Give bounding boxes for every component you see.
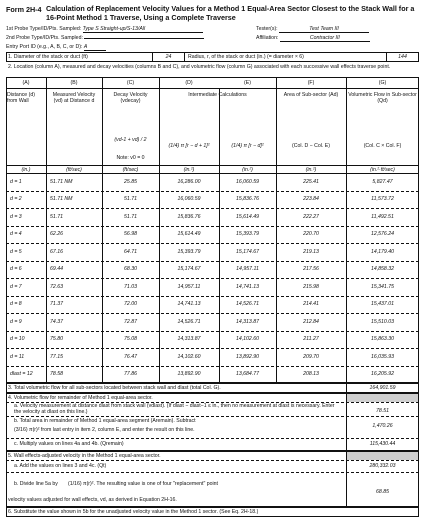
col-c-formula: (vd-1 + vd) / 2 [114, 137, 147, 143]
probe1-row [6, 26, 203, 33]
cell-c[interactable]: 64.71 [124, 248, 137, 255]
unit-g: (in.²·ft/sec) [370, 167, 395, 173]
cell-b[interactable]: 51.71 [50, 213, 63, 220]
cell-b[interactable]: 74.37 [50, 318, 63, 325]
form-number: Form 2H-4 [6, 5, 42, 14]
probe2-label: 2nd Probe Type/ID/Pts. Sampled: [6, 35, 83, 41]
affiliation-row [256, 35, 370, 42]
cell-a: d = 7 [10, 283, 22, 290]
cell-b[interactable]: 72.63 [50, 283, 63, 290]
unit-a: (in.) [21, 167, 31, 173]
radius-value[interactable]: 144 [398, 54, 407, 60]
tester-field[interactable]: Test Team III [279, 26, 369, 33]
col-de-header: Intermediate Calculations [188, 92, 247, 98]
col-b-header: Measured Velocity (vd) at Distance d [52, 92, 96, 104]
cell-d[interactable]: 14,741.13 [177, 301, 201, 308]
col-letter-b: (B) [70, 80, 78, 86]
cell-d[interactable]: 14,957.11 [177, 283, 201, 290]
cell-g[interactable]: 14,858.32 [370, 266, 395, 273]
line5-dash-2 [6, 472, 419, 473]
cell-b[interactable]: 51.71 NM [50, 196, 73, 203]
cell-g[interactable]: 15,341.75 [370, 283, 395, 290]
cell-f[interactable]: 223.84 [303, 196, 319, 203]
col-c-note: Note: v0 = 0 [116, 155, 145, 161]
cell-e[interactable]: 14,741.13 [235, 283, 260, 290]
cell-f[interactable]: 222.27 [303, 213, 319, 220]
cell-c[interactable]: 51.71 [124, 196, 137, 203]
line6-label: 6. Substitute the value shown in 5b for the unadjusted velocity value in the Method 1 sector. (See Eq. 2H-18.) [8, 509, 259, 515]
col-c-header: Decay Velocity (vdecay) [113, 92, 148, 104]
probe2-row [6, 35, 204, 41]
cell-e[interactable]: 14,526.71 [235, 301, 260, 308]
table-row [6, 243, 419, 261]
unit-f: (in.²) [305, 167, 317, 173]
col-letter-a: (A) [22, 80, 30, 86]
cell-e[interactable]: 13,684.77 [235, 371, 260, 378]
line4c-label: c. Multiply values on lines 4a and 4b. (Qremain) [14, 441, 124, 447]
table-row [6, 366, 419, 384]
unit-c: (ft/sec) [122, 167, 139, 173]
col-letter-g: (G) [378, 80, 387, 86]
affiliation-field[interactable]: Contractor III [280, 35, 370, 42]
cell-e[interactable]: 13,892.90 [235, 353, 260, 360]
line5b-formula: (1/16) π(r)². The resulting value is one of four "replacement" point [68, 481, 218, 487]
cell-e[interactable]: 15,174.67 [235, 248, 260, 255]
col-f-formula: (Col. D − Col. E) [292, 143, 330, 149]
entry-port-field[interactable]: A [84, 44, 106, 51]
cell-a: d = 10 [10, 336, 25, 343]
cell-g[interactable]: 16,205.92 [370, 371, 395, 378]
cell-d[interactable]: 15,614.49 [177, 231, 201, 238]
cell-f[interactable]: 211.27 [303, 336, 319, 343]
affiliation-label: Affiliation: [256, 35, 279, 41]
cell-c[interactable]: 72.87 [124, 318, 137, 325]
cell-g[interactable]: 15,510.03 [370, 318, 395, 325]
cell-g[interactable]: 5,827.47 [372, 178, 393, 185]
cell-a: d = 5 [10, 248, 22, 255]
cell-c[interactable]: 56.98 [124, 231, 137, 238]
cell-f[interactable]: 212.84 [303, 318, 319, 325]
line5b-value[interactable]: 68.85 [376, 489, 389, 495]
cell-e[interactable]: 15,614.49 [235, 213, 260, 220]
cell-a: d = 3 [10, 213, 22, 220]
cell-f[interactable]: 217.56 [303, 266, 319, 273]
cell-d[interactable]: 16,060.59 [177, 196, 201, 203]
line3-value[interactable]: 164,901.59 [369, 385, 396, 391]
col-letter-c: (C) [126, 80, 135, 86]
cell-f[interactable]: 209.70 [303, 353, 319, 360]
cell-g[interactable]: 11,573.72 [371, 196, 394, 203]
cell-a: dlast = 12 [10, 371, 33, 378]
tester-label: Tester(s): [256, 26, 278, 32]
line4c-value[interactable]: 115,430.44 [369, 441, 396, 447]
probe1-label: 1st Probe Type/ID/Pts. Sampled: [6, 26, 82, 32]
line5-dash-1 [6, 460, 419, 461]
col-a-header: Distance (d) from Wall [7, 92, 35, 104]
cell-b[interactable]: 69.44 [50, 266, 63, 273]
table-row [6, 296, 419, 314]
line3-label: 3. Total volumetric flow for all sub-sectors located between stack wall and dlast (total Col. G). [8, 385, 221, 391]
cell-g[interactable]: 14,179.40 [370, 248, 395, 255]
table-row [6, 261, 419, 279]
cell-c[interactable]: 77.86 [124, 371, 137, 378]
cell-e[interactable]: 14,102.60 [235, 336, 260, 343]
cell-g[interactable]: 15,437.01 [370, 301, 395, 308]
cell-b[interactable]: 71.37 [50, 301, 63, 308]
table-row [6, 348, 419, 366]
cell-c[interactable]: 75.08 [124, 336, 137, 343]
col-f-header: Area of Sub-sector (Ad) [283, 92, 339, 98]
cell-a: d = 6 [10, 266, 22, 273]
units-top-divider [6, 165, 419, 166]
table-row [6, 208, 419, 226]
table-row [6, 331, 419, 349]
col-letter-d: (D) [185, 80, 193, 86]
line5b-label: b. Divide line 5a by [14, 481, 58, 487]
line4-shade [347, 394, 418, 402]
cell-c[interactable]: 68.30 [124, 266, 137, 273]
cell-b[interactable]: 67.16 [50, 248, 63, 255]
cell-d[interactable]: 14,313.87 [177, 336, 201, 343]
cell-f[interactable]: 219.13 [303, 248, 319, 255]
cell-a: d = 9 [10, 318, 22, 325]
unit-d: (in.²) [183, 167, 195, 173]
cell-a: d = 11 [10, 353, 25, 360]
cell-b[interactable]: 77.15 [50, 353, 63, 360]
cell-d[interactable]: 15,174.67 [177, 266, 201, 273]
cell-d[interactable]: 14,102.60 [177, 353, 201, 360]
cell-f[interactable]: 208.13 [303, 371, 319, 378]
form-title: Calculation of Replacement Velocity Values for a Method 1 Equal-Area Sector Closest to the Stack Wall for a 16-Point Method 1 Traverse, Using a Complete Traverse [46, 4, 415, 22]
cell-c[interactable]: 25.85 [124, 178, 137, 185]
cell-d[interactable]: 16,286.00 [177, 178, 201, 185]
table-row [6, 278, 419, 296]
line2-label: 2. Location (column A), measured and decay velocities (columns B and C), and volumetric flow (column G) associated with each successive wall effects traverse point. [8, 64, 391, 70]
cell-d[interactable]: 14,526.71 [177, 318, 201, 325]
probe1-field[interactable]: Type S Straight-up/S-13/All [83, 26, 203, 33]
col-g-header: Volumetric Flow in Sub-sector (Qd) [348, 92, 417, 104]
cell-f[interactable]: 220.70 [303, 231, 319, 238]
line4a-value[interactable]: 78.51 [376, 408, 389, 414]
cell-d[interactable]: 15,393.79 [177, 248, 201, 255]
cell-f[interactable]: 225.41 [303, 178, 319, 185]
cell-g[interactable]: 16,035.93 [370, 353, 395, 360]
cell-a: d = 4 [10, 231, 22, 238]
cell-b[interactable]: 51.71 NM [50, 178, 73, 185]
table-row [6, 313, 419, 331]
line4a-label: a. Velocity measurement at distance dlast from stack wall (vdlast). (If dlast − dlast−1 ≤ in., then no measurement at dlast is necessary. Enter the velocity at dlast on this line.) [14, 403, 335, 416]
line5a-value[interactable]: 280,332.03 [369, 463, 396, 469]
cell-g[interactable]: 11,492.51 [371, 213, 394, 220]
col-letter-e: (E) [244, 80, 251, 86]
line4-dash-3 [6, 438, 419, 439]
line4b-formula: (3/16) π(r)² from last entry in item 2, column E, and enter the result on this line. [14, 427, 195, 433]
cell-b[interactable]: 78.58 [50, 371, 63, 378]
line5b-cont: velocity values adjusted for wall effects, vd, as derived in Equation 2H-16. [8, 497, 177, 503]
line4-label: 4. Volumetric flow for remainder of Method 1 equal-area sector. [8, 395, 153, 401]
cell-f[interactable]: 214.41 [303, 301, 319, 308]
cell-e[interactable]: 16,060.59 [235, 178, 260, 185]
diameter-value[interactable]: 24 [165, 54, 172, 60]
cell-e[interactable]: 15,393.79 [235, 231, 260, 238]
cell-b[interactable]: 62.26 [50, 231, 63, 238]
table-row [6, 173, 419, 191]
col-letter-f: (F) [307, 80, 315, 86]
table-row [6, 191, 419, 209]
tester-row [256, 26, 369, 33]
line5a-label: a. Add the values on lines 3 and 4c. (Qt) [14, 463, 107, 469]
line4b-value[interactable]: 1,470.26 [372, 423, 393, 429]
cell-c[interactable]: 72.00 [124, 301, 137, 308]
cell-g[interactable]: 12,576.24 [370, 231, 395, 238]
line5-label: 5. Wall effects-adjusted velocity in the Method 1 equal-area sector. [8, 453, 161, 459]
col-g-formula: (Col. C × Col. F) [363, 143, 402, 149]
cell-c[interactable]: 71.03 [124, 283, 137, 290]
unit-b: (ft/sec) [66, 167, 82, 173]
traverse-rows [6, 173, 419, 383]
cell-e[interactable]: 14,957.11 [236, 266, 259, 273]
cell-b[interactable]: 75.80 [50, 336, 63, 343]
letters-divider [6, 88, 419, 89]
cell-d[interactable]: 13,892.90 [177, 371, 201, 378]
probe2-field[interactable] [84, 38, 204, 39]
col-e-formula: (1/4) π [r − d]² [231, 143, 264, 149]
cell-a: d = 1 [10, 178, 22, 185]
line4-dash-2 [6, 416, 419, 417]
entry-port-row [6, 44, 106, 51]
cell-f[interactable]: 215.98 [303, 283, 319, 290]
form-page [6, 5, 419, 517]
cell-c[interactable]: 76.47 [124, 353, 137, 360]
unit-e: (in.²) [242, 167, 253, 173]
radius-label: Radius, r, of the stack or duct (in.) (= diameter × 6) [188, 54, 304, 60]
col-d-formula: (1/4) π [r − d + 1]² [168, 143, 210, 149]
line5-shade [347, 452, 418, 460]
entry-port-label: Entry Port ID (e.g., A, B, C, or D): [6, 44, 83, 50]
cell-g[interactable]: 15,863.30 [370, 336, 395, 343]
cell-e[interactable]: 14,313.87 [235, 318, 260, 325]
cell-c[interactable]: 51.71 [124, 213, 137, 220]
cell-d[interactable]: 15,836.76 [177, 213, 201, 220]
table-row [6, 226, 419, 244]
line4b-label: b. Total area in remainder of Method 1 equal-area segment (Aremain). Subtract [14, 418, 196, 424]
line1-label: 1. Diameter of the stack or duct (ft) [8, 54, 88, 60]
cell-a: d = 2 [10, 196, 22, 203]
cell-a: d = 8 [10, 301, 22, 308]
cell-e[interactable]: 15,836.76 [235, 196, 260, 203]
